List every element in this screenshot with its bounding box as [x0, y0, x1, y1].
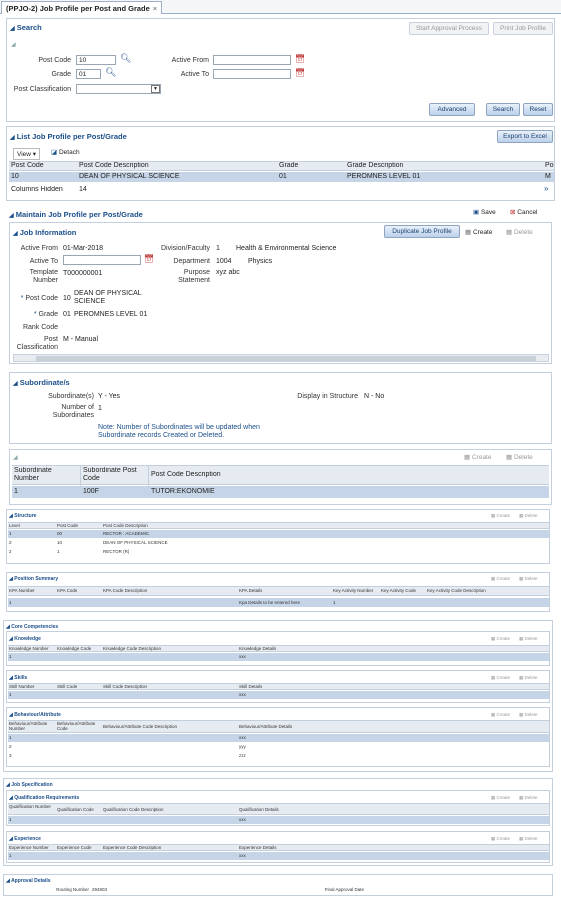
save-icon: ▣	[473, 209, 480, 216]
delete-label: Delete	[513, 229, 533, 236]
row-behaviour-number: 1	[9, 735, 12, 740]
department-value: 1004	[216, 258, 232, 265]
col-experience-number[interactable]: Experience Number	[9, 845, 49, 850]
post-code-desc: DEAN OF PHYSICAL SCIENCE	[74, 290, 142, 305]
delete-label: Delete	[513, 454, 533, 461]
chevron-down-icon[interactable]: ▼	[151, 85, 160, 93]
approval-panel	[3, 874, 553, 896]
job-info-panel	[9, 222, 552, 364]
experience-title: ◢ Experience	[9, 836, 41, 842]
create-button[interactable]: ▦ Create	[491, 712, 511, 717]
post-code-label: Post Code	[38, 57, 71, 64]
cancel-label: Cancel	[517, 209, 538, 216]
create-label: Create	[496, 836, 511, 841]
save-button[interactable]	[473, 208, 496, 216]
close-icon[interactable]: ×	[152, 4, 158, 13]
jobspec-title: ◢ Job Specification	[6, 782, 53, 788]
duplicate-job-profile-button[interactable]: Duplicate Job Profile	[384, 225, 460, 238]
grade-label-text: Grade	[38, 311, 58, 318]
export-excel-button[interactable]: Export to Excel	[497, 130, 553, 143]
delete-button[interactable]: ▦ Delete	[519, 795, 538, 800]
col-experience-code-desc[interactable]: Experience Code Description	[103, 845, 162, 850]
tab-job-profile[interactable]	[1, 1, 162, 14]
post-code-label-text: Post Code	[25, 295, 58, 302]
num-subordinates-label: Number of Subordinates	[52, 404, 94, 419]
delete-icon: ▦	[506, 454, 513, 461]
delete-button[interactable]: ▦ Delete	[519, 576, 538, 581]
col-post-code-desc[interactable]: Post Code Description	[79, 162, 149, 169]
col-kpa-code-desc[interactable]: KPA Code Description	[103, 588, 148, 593]
col-post-code-desc[interactable]: Post Code Description	[103, 523, 148, 528]
active-from-value: 01-Mar-2018	[63, 245, 104, 252]
core-title-text: Core Competencies	[11, 624, 59, 630]
grade-input[interactable]: 01	[76, 69, 101, 79]
collapse-icon[interactable]: ◢	[13, 455, 18, 461]
row-behaviour-number: 2	[9, 744, 12, 749]
horizontal-scrollbar[interactable]	[13, 354, 549, 362]
row-post-code: 10	[57, 540, 63, 545]
row-knowledge-details: xxx	[239, 654, 246, 659]
experience-title-text: Experience	[14, 836, 41, 842]
structure-title: ◢ Structure	[9, 513, 37, 519]
create-button[interactable]: ▦ Create	[491, 836, 511, 841]
col-experience-code[interactable]: Experience Code	[57, 845, 92, 850]
col-post-code-desc[interactable]: Post Code Description	[151, 471, 221, 478]
delete-icon: ▦	[506, 229, 513, 236]
print-job-profile-button[interactable]: Print Job Profile	[493, 22, 553, 35]
col-key-activity-code-desc[interactable]: Key Activity Code Description	[427, 588, 486, 593]
delete-label: Delete	[524, 675, 538, 680]
post-classification-label: Post Classification	[13, 86, 71, 93]
columns-hidden-label: Columns Hidden	[11, 186, 63, 193]
row-post-code-desc: RECTOR (R)	[103, 549, 130, 554]
active-from-input[interactable]	[213, 55, 291, 65]
active-to-input[interactable]	[213, 69, 291, 79]
row-experience-details: xxx	[239, 853, 246, 858]
delete-button[interactable]: ▦ Delete	[519, 836, 538, 841]
col-experience-details[interactable]: Experience Details	[239, 845, 277, 850]
col-qualification-number[interactable]: Qualification Number	[9, 804, 52, 809]
active-from-label: Active From	[20, 245, 58, 252]
active-to-label: Active To	[180, 71, 209, 78]
subordinates-value: Y - Yes	[98, 393, 121, 400]
col-behaviour-code[interactable]: Behaviour/Attribute Code	[57, 721, 96, 731]
collapse-icon[interactable]: ◢	[11, 42, 16, 48]
core-competencies-panel	[3, 620, 553, 772]
table-row[interactable]	[8, 734, 549, 742]
view-menu[interactable]: View ▾	[13, 148, 40, 160]
row-key-activity-number: 1	[333, 600, 336, 605]
calendar-icon[interactable]: 📅︎	[295, 68, 306, 77]
delete-button[interactable]	[506, 228, 533, 236]
delete-button[interactable]	[506, 453, 533, 461]
create-label: Create	[472, 229, 493, 236]
search-button[interactable]: Search	[486, 103, 520, 116]
subordinates-title: ◢ Subordinate/s	[13, 378, 70, 387]
search-icon[interactable]: 🔍︎	[105, 67, 117, 77]
row-skill-number: 1	[9, 692, 12, 697]
delete-label: Delete	[524, 712, 538, 717]
tab-bar	[0, 0, 561, 14]
jobspec-title-text: Job Specification	[11, 782, 53, 788]
delete-button[interactable]: ▦ Delete	[519, 636, 538, 641]
search-title-text: Search	[16, 23, 42, 32]
row-grade: 01	[279, 173, 287, 180]
row-subordinate-post-code: 100F	[83, 488, 99, 495]
create-button[interactable]: ▦ Create	[491, 675, 511, 680]
post-code-value: 10	[63, 295, 71, 302]
create-button[interactable]: ▦ Create	[491, 636, 511, 641]
display-structure-label: Display in Structure	[297, 393, 358, 400]
behaviour-title-text: Behaviour/Attribute	[14, 712, 61, 718]
row-grade-desc: PEROMNES LEVEL 01	[347, 173, 421, 180]
maintain-title-text: Maintain Job Profile per Post/Grade	[15, 210, 143, 219]
col-key-activity-number[interactable]: Key Activity Number	[333, 588, 374, 593]
col-kpa-code[interactable]: KPA Code	[57, 588, 78, 593]
row-post-code-desc: RECTOR : ACADEMIC	[103, 531, 150, 536]
search-title: ◢ Search	[10, 23, 42, 32]
row-post-code-desc: DEAN OF PHYSICAL SCIENCE	[79, 173, 180, 180]
row-post-code: 1	[57, 549, 60, 554]
detach-icon: ◪	[51, 149, 58, 156]
subordinate-table-panel	[9, 449, 552, 505]
position-summary-panel	[6, 572, 550, 612]
col-grade[interactable]: Grade	[279, 162, 299, 169]
structure-title-text: Structure	[14, 513, 37, 519]
delete-button[interactable]: ▦ Delete	[519, 712, 538, 717]
row-knowledge-number: 1	[9, 654, 12, 659]
subordinates-panel	[9, 372, 552, 444]
post-classification-value: M - Manual	[63, 336, 99, 343]
row-po: M	[545, 173, 551, 180]
routing-number-value: 294803	[92, 887, 108, 892]
col-skill-code[interactable]: Skill Code	[57, 684, 78, 689]
delete-label: Delete	[524, 513, 538, 518]
col-subordinate-number[interactable]: Subordinate Number	[14, 467, 52, 482]
create-label: Create	[496, 675, 511, 680]
template-number-value: T000000001	[63, 270, 103, 277]
col-po[interactable]: Po	[545, 162, 554, 169]
col-skill-number[interactable]: Skill Number	[9, 684, 35, 689]
behaviour-title: ◢ Behaviour/Attribute	[9, 712, 61, 718]
row-behaviour-number: 3	[9, 753, 12, 758]
row-qualification-details: xxx	[239, 817, 246, 822]
row-post-code-desc: DEAN OF PHYSICAL SCIENCE	[103, 540, 168, 545]
subordinates-title-text: Subordinate/s	[19, 378, 70, 387]
job-info-title: ◢ Job Information	[13, 228, 77, 237]
row-behaviour-details: xxx	[239, 735, 246, 740]
active-to-label: Active To	[29, 258, 58, 265]
col-post-code[interactable]: Post Code	[11, 162, 44, 169]
col-behaviour-number[interactable]: Behaviour/Attribute Number	[9, 721, 48, 731]
create-label: Create	[496, 513, 511, 518]
advanced-button[interactable]: Advanced	[429, 103, 475, 116]
detach-button[interactable]	[51, 148, 80, 156]
col-key-activity-code[interactable]: Key Activity Code	[381, 588, 417, 593]
row-post-code: 10	[11, 173, 19, 180]
create-icon: ▦	[465, 229, 472, 236]
columns-hidden-value: 14	[79, 186, 87, 193]
approval-title-text: Approval Details	[11, 878, 51, 884]
row-subordinate-number: 1	[14, 488, 18, 495]
final-approval-date-label: Final Approval Date	[324, 887, 364, 892]
col-subordinate-post-code[interactable]: Subordinate Post Code	[83, 467, 137, 482]
grade-value: 01	[63, 311, 71, 318]
create-label: Create	[496, 576, 511, 581]
table-row[interactable]	[8, 816, 549, 824]
skills-header-row	[8, 683, 549, 690]
calendar-icon[interactable]: 📅︎	[144, 254, 155, 263]
col-behaviour-details[interactable]: Behaviour/Attribute Details	[239, 724, 293, 729]
col-skill-details[interactable]: Skill Details	[239, 684, 263, 689]
list-panel	[6, 126, 555, 201]
active-from-label: Active From	[171, 57, 209, 64]
create-button[interactable]	[465, 228, 492, 236]
row-level: 2	[9, 540, 12, 545]
division-value: 1	[216, 245, 220, 252]
col-knowledge-code-desc[interactable]: Knowledge Code Description	[103, 646, 162, 651]
create-button[interactable]: ▦ Create	[491, 576, 511, 581]
table-row[interactable]	[8, 691, 549, 699]
save-label: Save	[480, 209, 496, 216]
knowledge-panel	[6, 631, 550, 666]
col-kpa-details[interactable]: KPA Details	[239, 588, 263, 593]
qualification-panel	[6, 790, 550, 826]
table-row[interactable]	[8, 852, 549, 860]
col-skill-code-desc[interactable]: Skill Code Description	[103, 684, 148, 689]
department-label: Department	[173, 258, 210, 265]
approval-title: ◢ Approval Details	[6, 878, 51, 884]
search-panel	[6, 18, 555, 122]
row-level: 2	[9, 549, 12, 554]
delete-label: Delete	[524, 576, 538, 581]
structure-header-row	[8, 522, 549, 529]
create-button[interactable]: ▦ Create	[491, 795, 511, 800]
list-title-text: List Job Profile per Post/Grade	[16, 132, 127, 141]
delete-label: Delete	[524, 795, 538, 800]
skills-panel	[6, 670, 550, 703]
behaviour-panel	[6, 707, 550, 767]
position-title-text: Position Summary	[14, 576, 59, 582]
row-qualification-number: 1	[9, 817, 12, 822]
col-grade-desc[interactable]: Grade Description	[347, 162, 404, 169]
row-post-code: 00	[57, 531, 63, 536]
create-button[interactable]: ▦ Create	[491, 513, 511, 518]
table-row[interactable]	[8, 530, 549, 538]
cancel-button[interactable]	[510, 208, 538, 216]
grade-label	[10, 311, 58, 318]
num-subordinates-value: 1	[98, 405, 102, 412]
col-kpa-number[interactable]: KPA Number	[9, 588, 35, 593]
row-post-code-desc: TUTOR:EKONOMIE	[151, 488, 215, 495]
view-label: View	[17, 151, 31, 158]
qualification-title-text: Qualification Requirements	[14, 795, 80, 801]
row-behaviour-details: zzz	[239, 753, 246, 758]
routing-number-label: Routing Number	[56, 887, 89, 892]
display-structure-value: N - No	[364, 393, 385, 400]
col-post-code[interactable]: Post Code	[57, 523, 79, 528]
maintain-title: ◢ Maintain Job Profile per Post/Grade	[9, 210, 143, 219]
post-code-label	[10, 295, 58, 302]
table-row[interactable]	[8, 653, 549, 661]
row-kpa-number: 1	[9, 600, 12, 605]
col-qualification-details[interactable]: Qualification Details	[239, 807, 279, 812]
knowledge-title: ◢ Knowledge	[9, 636, 41, 642]
grade-desc: PEROMNES LEVEL 01	[74, 311, 148, 318]
col-level[interactable]: Level	[9, 523, 20, 528]
required-marker: *	[33, 311, 37, 318]
purpose-value: xyz abc	[216, 269, 240, 276]
scrollbar-thumb[interactable]	[36, 356, 536, 361]
subordinates-label: Subordinate(s)	[48, 393, 94, 400]
row-level: 1	[9, 531, 12, 536]
create-label: Create	[496, 712, 511, 717]
col-qualification-code-desc[interactable]: Qualification Code Description	[103, 807, 164, 812]
job-spec-panel	[3, 778, 553, 866]
create-label: Create	[496, 795, 511, 800]
col-behaviour-code-desc[interactable]: Behaviour/Attribute Code Description	[103, 724, 178, 729]
delete-label: Delete	[524, 836, 538, 841]
create-button[interactable]	[464, 453, 491, 461]
create-label: Create	[471, 454, 492, 461]
division-label: Division/Faculty	[160, 245, 210, 252]
reset-button[interactable]: Reset	[523, 103, 553, 116]
row-experience-number: 1	[9, 853, 12, 858]
delete-button[interactable]: ▦ Delete	[519, 675, 538, 680]
grade-label: Grade	[51, 71, 71, 78]
required-marker: *	[20, 295, 24, 302]
search-icon[interactable]: 🔍︎	[120, 53, 132, 63]
post-code-input[interactable]: 10	[76, 55, 116, 65]
subordinates-note: Note: Number of Subordinates will be updated when Subordinate records Created or Deleted.	[98, 424, 260, 439]
position-title: ◢ Position Summary	[9, 576, 59, 582]
division-desc: Health & Environmental Science	[236, 245, 337, 252]
col-knowledge-details[interactable]: Knowledge Details	[239, 646, 277, 651]
post-classification-select[interactable]	[76, 84, 161, 94]
skills-title-text: Skills	[14, 675, 28, 681]
cancel-icon: ⊠	[510, 209, 516, 216]
list-title: ◢ List Job Profile per Post/Grade	[10, 132, 127, 141]
row-behaviour-details: yyy	[239, 744, 246, 749]
core-title: ◢ Core Competencies	[6, 624, 59, 630]
tab-title: (PPJO-2) Job Profile per Post and Grade	[6, 4, 150, 13]
col-qualification-code[interactable]: Qualification Code	[57, 807, 94, 812]
skills-title: ◢ Skills	[9, 675, 28, 681]
col-knowledge-code[interactable]: Knowledge Code	[57, 646, 92, 651]
scroll-right-icon[interactable]: »	[544, 184, 549, 193]
knowledge-title-text: Knowledge	[14, 636, 41, 642]
qualification-title: ◢ Qualification Requirements	[9, 795, 80, 801]
delete-button[interactable]: ▦ Delete	[519, 513, 538, 518]
job-info-title-text: Job Information	[19, 228, 77, 237]
post-classification-label: Post Classification	[16, 336, 58, 351]
active-to-input[interactable]	[63, 255, 141, 265]
create-label: Create	[496, 636, 511, 641]
experience-panel	[6, 831, 550, 863]
create-icon: ▦	[464, 454, 471, 461]
calendar-icon[interactable]: 📅︎	[295, 54, 306, 63]
purpose-label: Purpose Statement	[178, 269, 210, 284]
delete-label: Delete	[524, 636, 538, 641]
row-skill-details: xxx	[239, 692, 246, 697]
detach-label: Detach	[58, 149, 80, 156]
row-kpa-details: Kpa Details to be entered here	[239, 600, 301, 605]
rank-code-label: Rank Code	[22, 324, 58, 331]
col-knowledge-number[interactable]: Knowledge Number	[9, 646, 49, 651]
structure-panel	[6, 509, 550, 564]
department-desc: Physics	[248, 258, 273, 265]
start-approval-button[interactable]: Start Approval Process	[409, 22, 489, 35]
template-number-label: Template Number	[29, 269, 58, 284]
